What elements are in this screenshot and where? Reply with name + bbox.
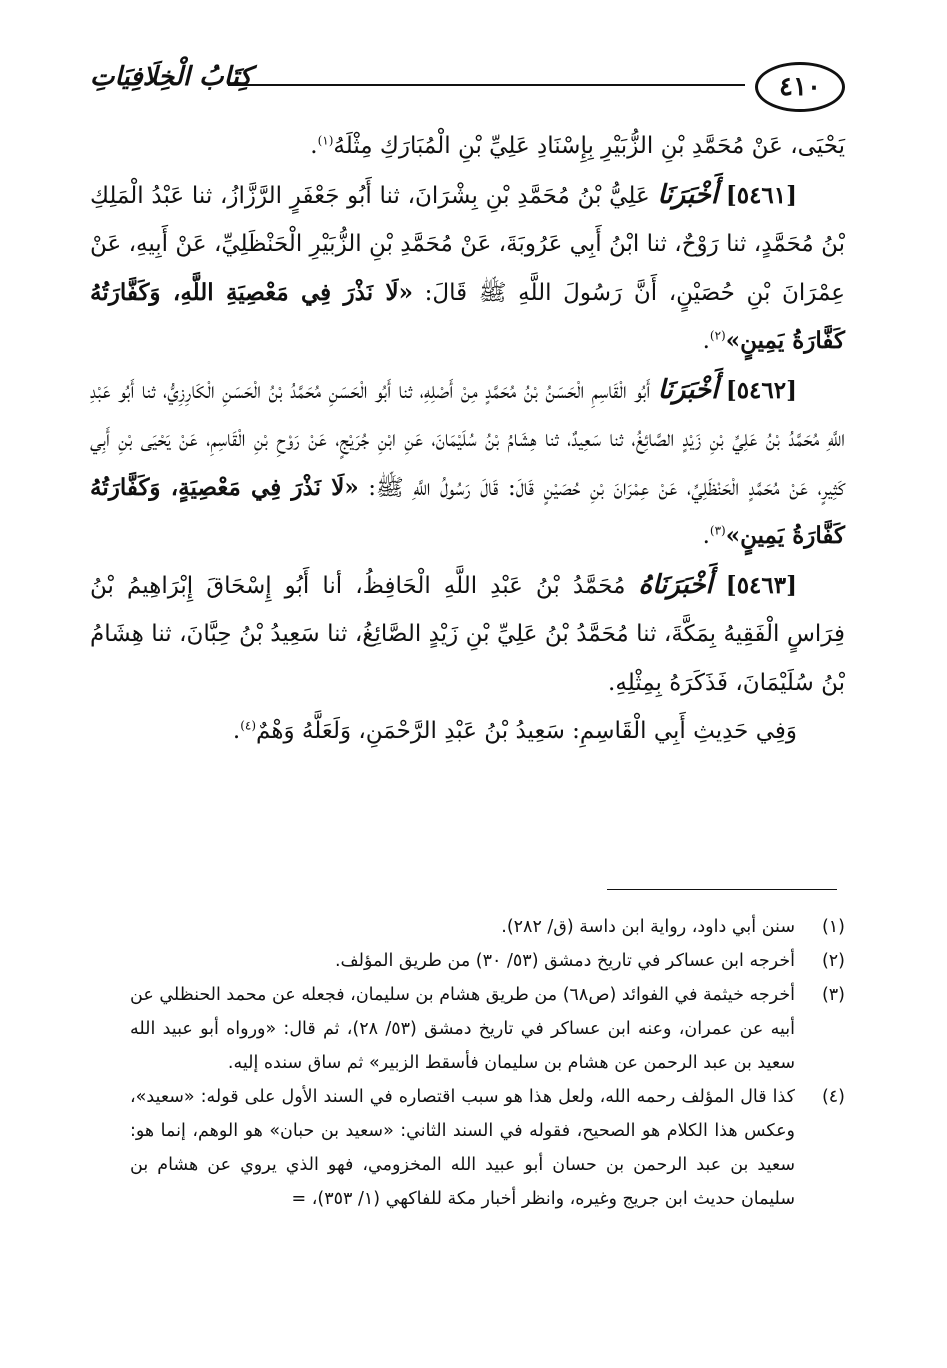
isnad-text: عَلِيُّ بْنُ مُحَمَّدِ بْنِ بِشْرَانَ، ثنا أَبُو جَعْفَرٍ الرَّزَّازُ، ثنا عَبْدُ الْمَلِكِ بْنُ مُحَمَّدٍ، ثنا رَوْحٌ، ثنا ابْنُ أَبِي عَرُوبَةَ، عَنْ مُحَمَّدِ بْنِ الزُّبَيْرِ الْحَنْظَلِيِّ، عَنْ أَبِيهِ، عَنْ عِمْرَانَ بْنِ حُصَيْنٍ، أَنَّ رَسُولَ اللَّهِ ﷺ قَالَ: [90, 182, 846, 306]
footnote-number: (٣) [821, 985, 845, 1005]
footnote-text: أخرجه ابن عساكر في تاريخ دمشق (٥٣/ ٣٠) من طريق المؤلف. [334, 951, 795, 971]
isnad-text: أَبُو الْقَاسِمِ الْحَسَنُ بْنُ مُحَمَّدٍ مِنْ أَصْلِهِ، ثنا أَبُو الْحَسَنِ مُحَمَّدُ بْنُ الْحَسَنِ الْكَارِزِيُّ، ثنا أَبُو عَبْدِ اللَّهِ مُحَمَّدُ بْنُ عَلِيِّ بْنِ زَيْدٍ الصَّائِغُ، ثنا سَعِيدٌ، ثنا هِشَامُ بْنُ سُلَيْمَانَ، عَنِ ابْنِ جُرَيْجٍ، عَنْ رَوْحِ بْنِ الْقَاسِمِ، عَنْ يَحْيَى بْنِ أَبِي كَثِيرٍ، عَنْ مُحَمَّدٍ الْحَنْظَلِيِّ، عَنْ عِمْرَانَ بْنِ حُصَيْنٍ قَالَ: قَالَ رَسُولُ اللَّهِ ﷺ: [90, 377, 845, 501]
hadith-number: [٥٤٦٣] [725, 571, 797, 599]
paragraph-end: . [310, 133, 318, 159]
page-header [90, 58, 845, 114]
page-number: ٤١٠ [755, 62, 845, 112]
akhbarana-keyword: أَخْبَرَنَاهُ [638, 569, 713, 600]
closing-remark [90, 707, 845, 756]
hadith-matn: «لَا نَذْرَ فِي مَعْصِيَةٍ، وَكَفَّارَتُهُ كَفَّارَةُ يَمِينٍ» [90, 473, 845, 549]
footnote-ref: (٣) [709, 523, 726, 538]
footnote-text: سنن أبي داود، رواية ابن داسة (ق/ ٢٨٢). [501, 917, 795, 937]
hadith-matn: «لَا نَذْرَ فِي مَعْصِيَةِ اللَّهِ، وَكَفَّارَتُهُ كَفَّارَةُ يَمِينٍ» [90, 278, 845, 354]
footnote-number: (٢) [821, 951, 845, 971]
footnote-item [130, 944, 845, 978]
footnote-ref: (٤) [240, 718, 257, 733]
paragraph-end: . [702, 328, 710, 354]
footnotes [130, 910, 845, 1216]
akhbarana-keyword: أَخْبَرَنَا [657, 179, 719, 210]
akhbarana-keyword: أَخْبَرَنَا [657, 374, 719, 405]
footnote-number: (١) [821, 917, 845, 937]
main-text [90, 122, 845, 756]
footnote-divider [607, 889, 837, 890]
hadith-5461 [90, 171, 845, 366]
footnote-item [130, 978, 845, 1080]
footnote-item [130, 910, 845, 944]
continuation-paragraph [90, 122, 845, 171]
footnote-text: كذا قال المؤلف رحمه الله، ولعل هذا هو سبب اقتصاره في السند الأول على قوله: «سعيد»، وعكس هذا الكلام هو الصحيح، فقوله في السند الثاني: «سعيد بن حبان» هو الوهم، إنما هو: سعيد بن عبد الرحمن بن حسان أبو عبيد الله المخزومي، فهو الذي يروي عن هشام بن سليمان حديث ابن جريج وغيره، وانظر أخبار مكة للفاكهي (١/ ٣٥٣)، = [130, 1087, 795, 1209]
header-rule [228, 84, 745, 86]
isnad-text: مُحَمَّدُ بْنُ عَبْدِ اللَّهِ الْحَافِظُ، أنا أَبُو إِسْحَاقَ إِبْرَاهِيمُ بْنُ فِرَاسٍ الْفَقِيهُ بِمَكَّةَ، ثنا مُحَمَّدُ بْنُ عَلِيِّ بْنِ زَيْدٍ الصَّائِغُ، ثنا سَعِيدُ بْنُ حِبَّانَ، ثنا هِشَامُ بْنُ سُلَيْمَانَ، فَذَكَرَهُ بِمِثْلِهِ. [90, 572, 845, 696]
footnote-number: (٤) [821, 1087, 845, 1107]
paragraph-end: . [702, 523, 710, 549]
footnote-ref: (١) [317, 133, 334, 148]
hadith-number: [٥٤٦١] [725, 181, 798, 209]
hadith-5463 [90, 561, 845, 708]
footnote-item [130, 1080, 845, 1216]
footnote-ref: (٢) [709, 328, 726, 343]
footnote-text: أخرجه خيثمة في الفوائد (ص٦٨) من طريق هشام بن سليمان، فجعله عن محمد الحنظلي عن أبيه عن عمران، وعنه ابن عساكر في تاريخ دمشق (٥٣/ ٢٨)، ثم قال: «ورواه أبو عبيد الله سعيد بن عبد الرحمن عن هشام بن سليمان فأسقط الزبير» ثم ساق سنده إليه. [130, 985, 796, 1073]
hadith-number: [٥٤٦٢] [725, 376, 798, 404]
hadith-5462 [90, 366, 845, 561]
paragraph-text: وَفِي حَدِيثِ أَبِي الْقَاسِمِ: سَعِيدُ بْنُ عَبْدِ الرَّحْمَنِ، وَلَعَلَّهُ وَهْمٌ [256, 718, 797, 744]
paragraph-text: يَحْيَى، عَنْ مُحَمَّدِ بْنِ الزُّبَيْرِ بِإِسْنَادِ عَلِيِّ بْنِ الْمُبَارَكِ مِثْلَهُ [333, 133, 845, 159]
paragraph-end: . [232, 718, 241, 744]
book-title: كِتَابُ الْخِلَافِيَاتِ [90, 62, 252, 92]
